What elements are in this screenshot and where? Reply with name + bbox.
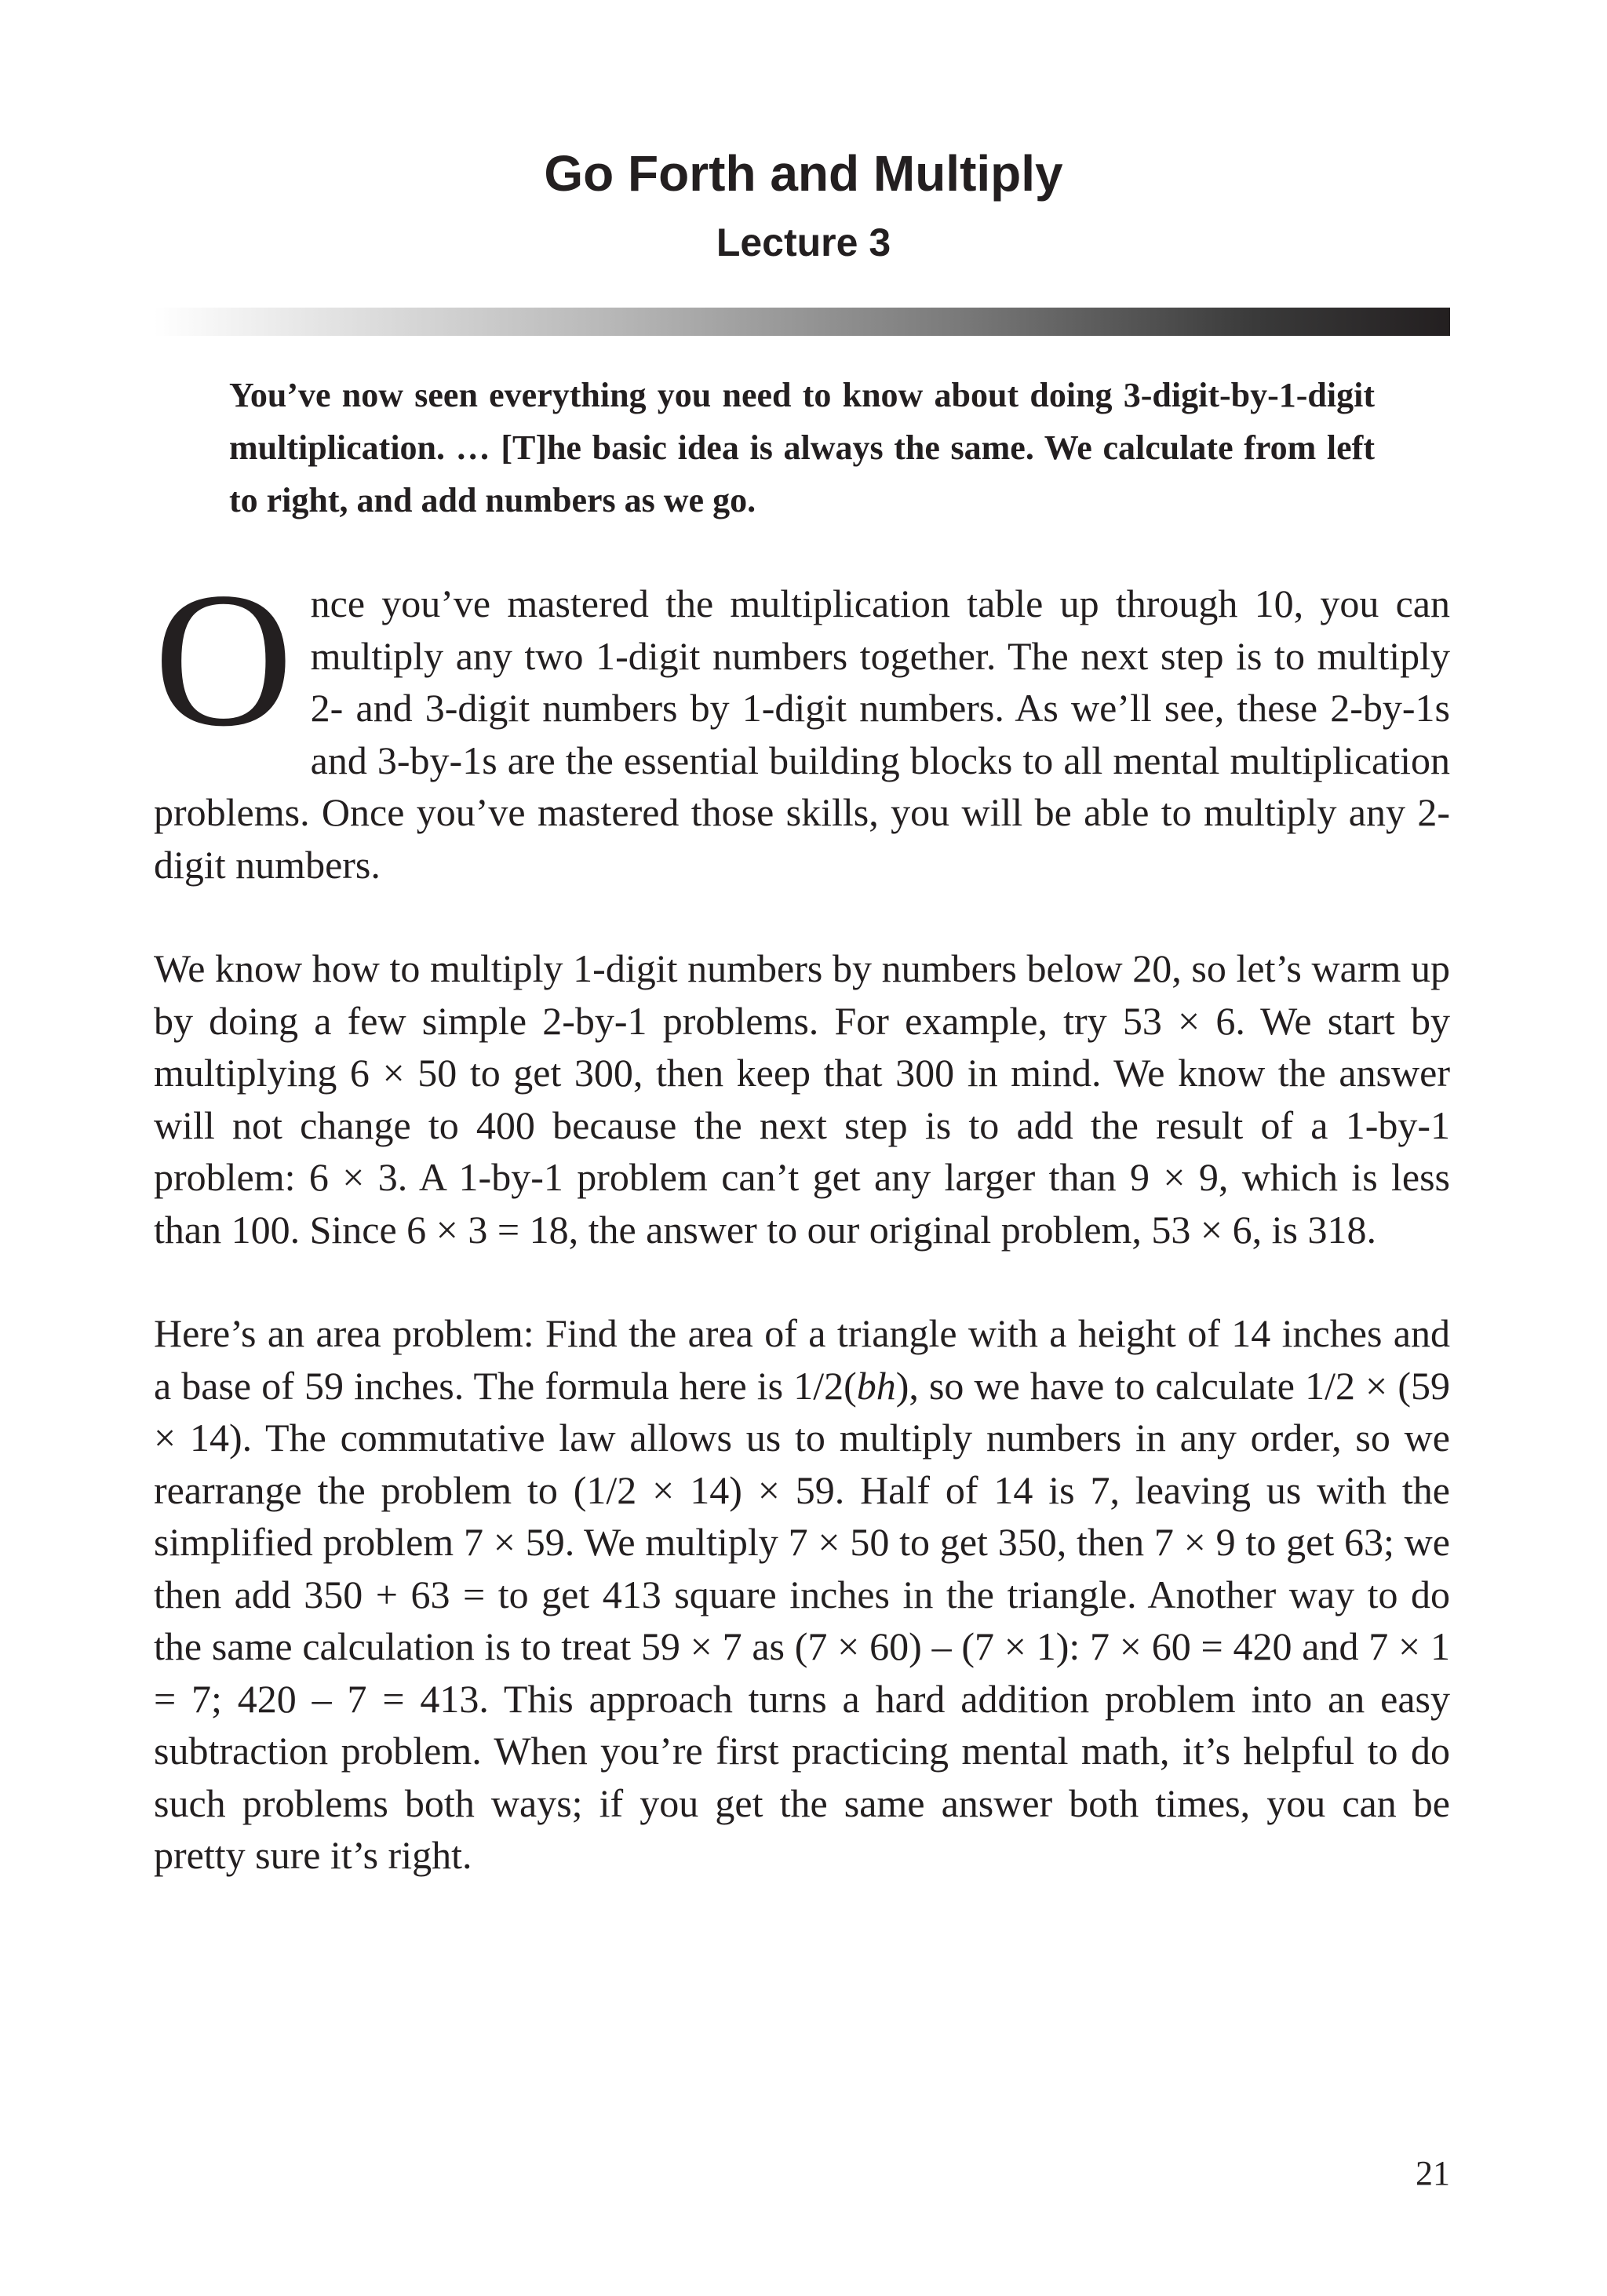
lecture-subtitle: Lecture 3: [716, 220, 891, 264]
formula-italic: bh: [856, 1363, 896, 1408]
paragraph-3-text-b: ), so we have to calculate 1/2 × (59 × 14). The commutative law allows us to multiply numbers in any order, so we rearrange the problem to (1/2 × 14) × 59. Half of 14 is 7, leaving us with the simplified problem 7 × 59. We multiply 7 × 50 to get 350, then 7 × 9 to get 63; we then add 350 + 63 = to get 413 square inches in the triangle. Another way to do the same calculation is to treat 59 × 7 as (7 × 60) – (7 × 1): 7 × 60 = 420 and 7 × 1 = 7; 420 – 7 = 413. This approach turns a hard addition problem into an easy subtraction problem. When you’re first practicing mental math, it’s helpful to do such problems both ways; if you get the same answer both times, you can be pretty sure it’s right.: [154, 1363, 1450, 1877]
paragraph-3: [154, 1307, 1450, 1882]
paragraph-1: [154, 553, 1450, 891]
page-number: 21: [1416, 2154, 1450, 2192]
page-title: Go Forth and Multiply: [544, 145, 1063, 202]
paragraph-3-text-a: Here’s an area problem: Find the area of a triangle with a height of 14 inches and a base of 59 inches. The formula here is 1/2(: [154, 1311, 1450, 1408]
gradient-divider: [154, 308, 1450, 336]
paragraph-2: We know how to multiply 1-digit numbers by numbers below 20, so let’s warm up by doing a few simple 2-by-1 problems. For example, try 53 × 6. We start by multiplying 6 × 50 to get 300, then keep that 300 in mind. We know the answer will not change to 400 because the next step is to add the result of a 1-by-1 problem: 6 × 3. A 1-by-1 problem can’t get any larger than 9 × 9, which is less than 100. Since 6 × 3 = 18, the answer to our original problem, 53 × 6, is 318.: [154, 946, 1450, 1252]
drop-cap: O: [154, 553, 293, 767]
epigraph-quote: You’ve now seen everything you need to know about doing 3-digit-by-1-digit multiplication. … [T]he basic idea is always the same. We calculate from left to right, and add numbers as we go.: [229, 376, 1375, 519]
body-text: [154, 553, 1450, 1933]
paragraph-1-text: nce you’ve mastered the multiplication table up through 10, you can multiply any two 1-digit numbers together. The next step is to multiply 2- and 3-digit numbers by 1-digit numbers. As we’ll see, these 2-by-1s and 3-by-1s are the essential building blocks to all mental multiplication problems. Once you’ve mastered those skills, you will be able to multiply any 2-digit numbers.: [154, 581, 1450, 887]
